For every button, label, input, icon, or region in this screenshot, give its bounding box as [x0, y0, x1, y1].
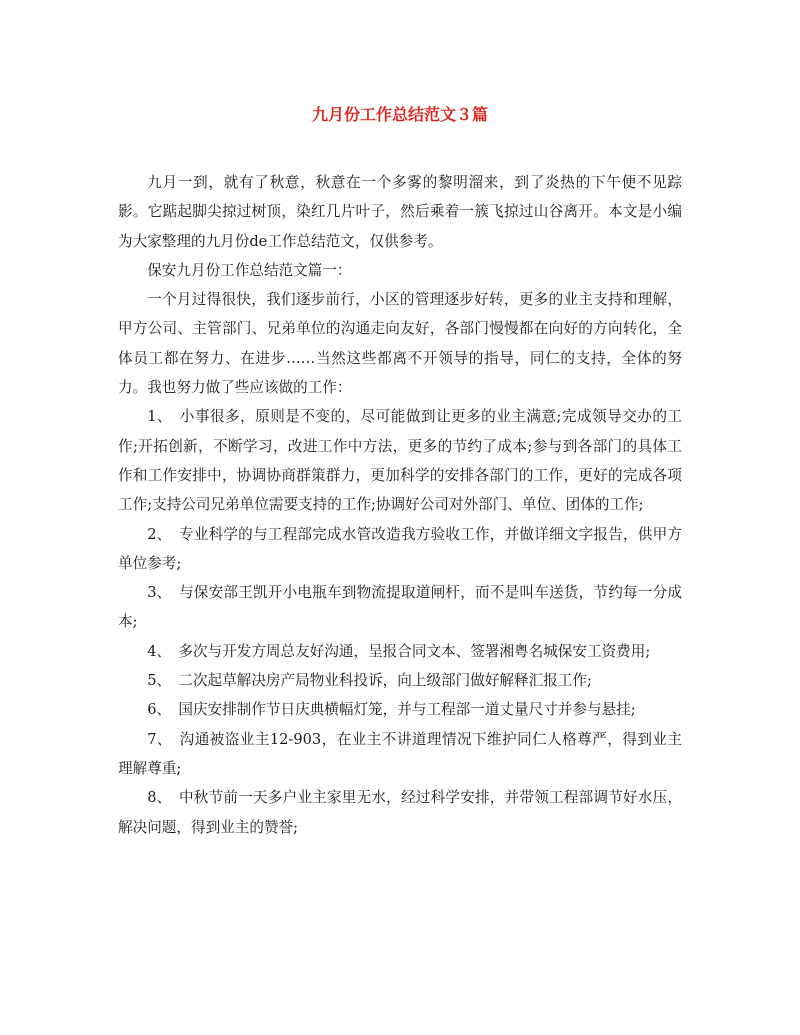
- list-item-6: 6、 国庆安排制作节日庆典横幅灯笼，并与工程部一道丈量尺寸并参与悬挂;: [147, 701, 636, 719]
- list-item-1: 1、 小事很多，原则是不变的，尽可能做到让更多的业主满意;完成领导交办的工作;开拓创新，不断学习，改进工作中方法，更多的节约了成本;参与到各部门的具体工作和工作安排中，协调协商群策群力，更加科学的安排各部门的工作，更好的完成各项工作;支持公司兄弟单位需要支持的工作;协调好公司对外部门、单位、团体的工作;: [118, 408, 682, 514]
- list-item-2: 2、 专业科学的与工程部完成水管改造我方验收工作，并做详细文字报告，供甲方单位参考;: [118, 525, 682, 572]
- paragraph-overview: 一个月过得很快，我们逐步前行，小区的管理逐步好转，更多的业主支持和理解，甲方公司、主管部门、兄弟单位的沟通走向友好，各部门慢慢都在向好的方向转化，全体员工都在努力、在进步……当然这些都离不开领导的指导，同仁的支持，全体的努力。我也努力做了些应该做的工作：: [118, 291, 682, 397]
- paragraph-section-heading: 保安九月份工作总结范文篇一：: [147, 261, 352, 279]
- document-body: [118, 168, 682, 842]
- list-item-7: 7、 沟通被盗业主12-903，在业主不讲道理情况下维护同仁人格尊严，得到业主理解尊重;: [118, 730, 682, 777]
- paragraph-intro: 九月一到，就有了秋意，秋意在一个多雾的黎明溜来，到了炎热的下午便不见踪影。它踮起脚尖掠过树顶，染红几片叶子，然后乘着一簇飞掠过山谷离开。本文是小编为大家整理的九月份de工作总结范文，仅供参考。: [118, 174, 682, 250]
- list-item-4: 4、 多次与开发方周总友好沟通，呈报合同文本、签署湘粤名城保安工资费用;: [147, 642, 651, 660]
- list-item-3: 3、 与保安部王凯开小电瓶车到物流提取道闸杆，而不是叫车送货，节约每一分成本;: [118, 584, 682, 631]
- list-item-8: 8、 中秋节前一天多户业主家里无水，经过科学安排，并带领工程部调节好水压，解决问题，得到业主的赞誉;: [118, 789, 682, 836]
- list-item-5: 5、 二次起草解决房产局物业科投诉，向上级部门做好解释汇报工作;: [147, 672, 592, 690]
- document-title: 九月份工作总结范文３篇: [311, 105, 488, 124]
